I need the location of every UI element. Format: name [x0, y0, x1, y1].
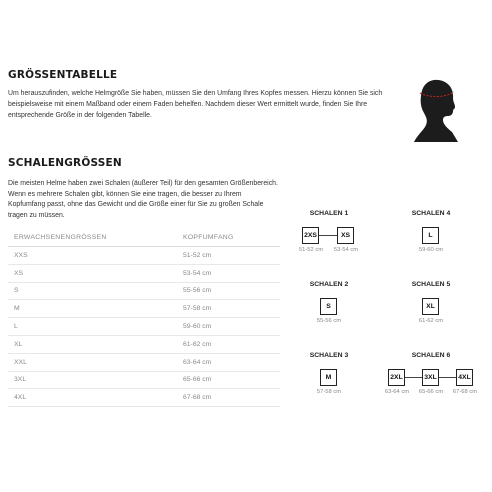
circumference-cell: 67-68 cm	[183, 389, 280, 407]
shell-size-box: XS	[337, 227, 354, 244]
shell-2-title: SCHALEN 2	[309, 281, 349, 288]
shell-sizes-description: Die meisten Helme haben zwei Schalen (äußerer Teil) für den gesamten Größenbereich. Wenn es mehrere Schalen gibt, können Sie eine tragen, die besser zu Ihrem Kopfumfang passt, ohne das Gewicht und die Größe einer für Sie zu großen Schale tragen zu müssen.	[8, 180, 278, 219]
shell-size-box: S	[320, 298, 337, 315]
shell-size-box: M	[320, 369, 337, 386]
circumference-cell: 53-54 cm	[183, 264, 280, 282]
shell-size-range: 67-68 cm	[452, 389, 478, 395]
shell-size-box: L	[422, 227, 439, 244]
shell-5-title: SCHALEN 5	[411, 281, 451, 288]
table-row	[8, 264, 280, 282]
shell-size-range: 57-58 cm	[316, 389, 342, 395]
shell-connector	[317, 235, 337, 236]
size-table	[8, 231, 280, 407]
shell-size-range: 55-56 cm	[316, 318, 342, 324]
shell-size-range: 59-60 cm	[418, 247, 444, 253]
circumference-cell: 65-66 cm	[183, 371, 280, 389]
table-row	[8, 371, 280, 389]
table-row	[8, 282, 280, 300]
shell-size-box: 4XL	[456, 369, 473, 386]
section-title-size-chart: GRÖSSENTABELLE	[8, 69, 118, 81]
shell-size-range: 51-52 cm	[298, 247, 324, 253]
table-header-row	[8, 231, 280, 247]
table-row	[8, 335, 280, 353]
table-row	[8, 389, 280, 407]
shell-size-range: 53-54 cm	[333, 247, 359, 253]
shell-1-title: SCHALEN 1	[309, 210, 349, 217]
column-header: KOPFUMFANG	[183, 231, 280, 247]
head-measure-icon	[412, 76, 462, 146]
shell-size-box: 2XL	[388, 369, 405, 386]
shell-3-title: SCHALEN 3	[309, 352, 349, 359]
circumference-cell: 55-56 cm	[183, 282, 280, 300]
shell-size-box: 2XS	[302, 227, 319, 244]
shell-6-title: SCHALEN 6	[411, 352, 451, 359]
shell-size-box: 3XL	[422, 369, 439, 386]
size-chart-intro: Um herauszufinden, welche Helmgröße Sie haben, müssen Sie den Umfang Ihres Kopfes messen. Hierzu können Sie sich beispielsweise mit einem Maßband oder einem Faden behelfen. Nachdem dieser Wert ermittelt wurde, finden Sie Ihre entsprechende Größe in der folgenden Tabelle.	[8, 90, 383, 119]
shell-4-title: SCHALEN 4	[411, 210, 451, 217]
table-row	[8, 300, 280, 318]
table-row	[8, 318, 280, 336]
circumference-cell: 59-60 cm	[183, 318, 280, 336]
table-row	[8, 247, 280, 265]
size-cell: S	[8, 282, 183, 300]
size-cell: XXL	[8, 353, 183, 371]
shell-size-range: 61-62 cm	[418, 318, 444, 324]
circumference-cell: 61-62 cm	[183, 335, 280, 353]
shell-size-range: 63-64 cm	[384, 389, 410, 395]
circumference-cell: 57-58 cm	[183, 300, 280, 318]
size-cell: M	[8, 300, 183, 318]
shell-size-range: 65-66 cm	[418, 389, 444, 395]
size-cell: XS	[8, 264, 183, 282]
section-title-shell-sizes: SCHALENGRÖSSEN	[8, 157, 122, 169]
shell-size-box: XL	[422, 298, 439, 315]
size-cell: L	[8, 318, 183, 336]
size-cell: XXS	[8, 247, 183, 265]
table-row	[8, 353, 280, 371]
circumference-cell: 63-64 cm	[183, 353, 280, 371]
size-cell: 4XL	[8, 389, 183, 407]
size-cell: 3XL	[8, 371, 183, 389]
circumference-cell: 51-52 cm	[183, 247, 280, 265]
size-cell: XL	[8, 335, 183, 353]
column-header: ERWACHSENENGRÖSSEN	[8, 231, 183, 247]
